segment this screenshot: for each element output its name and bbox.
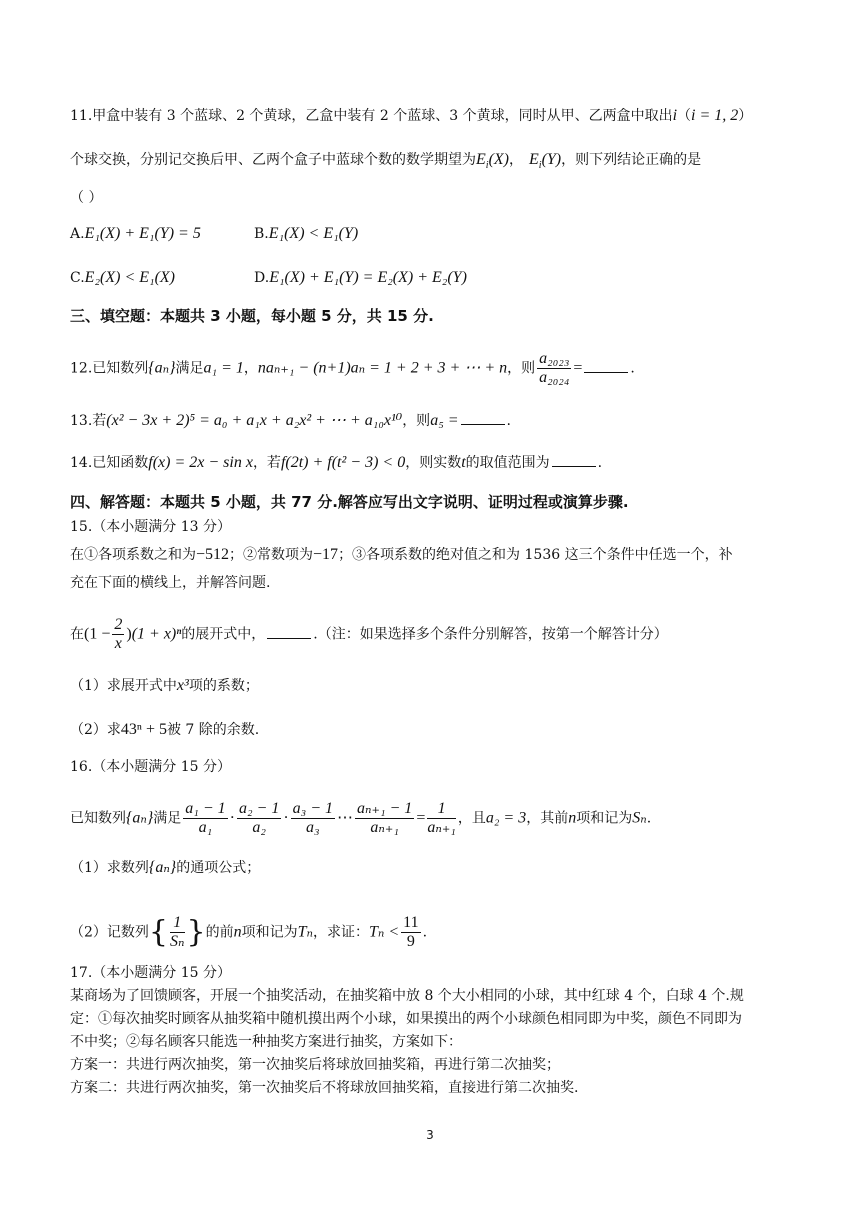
q16-frac-4-num: aₙ₊₁ − 1 (357, 800, 413, 817)
q11-options-row1 (70, 224, 359, 244)
q15-paren-close: ) (126, 625, 132, 643)
q16-text-d: ，其前 (526, 810, 569, 827)
q11-text3: ，则下列结论正确的是 (561, 152, 702, 168)
q16-p1-text2: 的通项公式； (176, 860, 261, 876)
q16-text-a: 已知数列 (70, 810, 126, 827)
q16-p2-den: Sₙ (170, 933, 185, 950)
option-c: E₂(X) < E₁(X) (84, 269, 175, 286)
q12-frac-num: a₂₀₂₃ (539, 350, 570, 367)
option-b-label: B. (254, 226, 269, 242)
q14-prefix: 14.已知函数 (70, 455, 149, 471)
q16-p2-n: n (233, 923, 242, 941)
q15-expr2: (1 + x)ⁿ (131, 625, 182, 643)
section4-heading: 四、解答题：本题共 5 小题，共 77 分.解答应写出文字说明、证明过程或演算步骤. (70, 493, 629, 511)
q12-cond1: a₁ = 1 (203, 359, 244, 377)
option-d: E₁(X) + E₁(Y) = E₂(X) + E₂(Y) (269, 269, 467, 286)
q16-frac-2 (237, 800, 281, 837)
q15-fraction (112, 616, 124, 653)
page-number: 3 (426, 1128, 434, 1142)
right-brace-icon: } (186, 914, 206, 950)
q16-frac-2-den: a₂ (252, 819, 266, 836)
q13-expression: (x² − 3x + 2)⁵ = a₀ + a₁x + a₂x² + ⋯ + a₁₀x¹⁰ (106, 412, 403, 429)
q16-p2-text3: 项和记为 (241, 924, 298, 941)
q15-p1-math: x³ (176, 677, 189, 694)
q16-s: Sₙ (632, 809, 647, 827)
q16-part2 (70, 914, 427, 951)
q16-p2-frac (170, 914, 184, 951)
q16-frac-3-den: a₃ (306, 819, 320, 836)
q16-p2-bound-den: 9 (406, 933, 415, 950)
q13-prefix: 13.若 (70, 413, 107, 429)
q14-text2: ，则实数 (405, 455, 462, 471)
q14-line (70, 452, 602, 473)
q15-frac-den: x (114, 635, 122, 652)
q15-line2: 充在下面的横线上，并解答问题. (70, 575, 271, 591)
q16-frac-1-num: a₁ − 1 (185, 800, 226, 817)
q14-answer-blank[interactable] (552, 452, 596, 467)
q15-title: 15.（本小题满分 13 分） (70, 519, 231, 535)
q16-frac-3 (291, 800, 335, 837)
q16-frac-1-den: a₁ (198, 819, 213, 836)
q13-answer-blank[interactable] (461, 410, 505, 425)
q16-p2-end: . (422, 924, 428, 941)
q14-end: . (597, 455, 603, 471)
q16-title: 16.（本小题满分 15 分） (70, 759, 231, 775)
q15-line3 (70, 616, 668, 653)
q16-p1-text: （1）求数列 (70, 860, 149, 876)
q13-line (70, 410, 511, 431)
q16-rhs-den: aₙ₊₁ (427, 819, 456, 836)
q15-value1: −512 (196, 546, 230, 563)
q11-answer-paren: （ ） (70, 190, 103, 206)
q12-frac-den: a₂₀₂₄ (539, 369, 570, 386)
option-a-label: A. (70, 226, 85, 242)
q17-line3: 不中奖；②每名顾客只能选一种抽奖方案进行抽奖，方案如下： (70, 1034, 462, 1050)
q11-text2: 个球交换，分别记交换后甲、乙两个盒子中蓝球个数的数学期望为 (70, 152, 476, 168)
q16-text-b: 满足 (153, 810, 182, 827)
option-d-label: D. (254, 270, 270, 286)
q17-line1: 某商场为了回馈顾客，开展一个抽奖活动，在抽奖箱中放 8 个大小相同的小球，其中红球 4 个，白球 4 个.规 (70, 988, 744, 1004)
q16-p2-text: （2）记数列 (70, 924, 149, 941)
q15-note: .（注：如果选择多个条件分别解答，按第一个解答计分） (313, 626, 668, 643)
q15-line1 (70, 545, 733, 565)
q16-n: n (568, 809, 577, 827)
q11-paren-close: ） (738, 108, 753, 124)
q15-text-in: 在 (70, 626, 84, 643)
q11-ey: E (529, 151, 539, 168)
q16-p2-text4: ，求证： (312, 924, 369, 941)
q11-line2: 个球交换，分别记交换后甲、乙两个盒子中蓝球个数的数学期望为$E_i(X)$， $E_i(Y)$，则下列结论正确的是 (70, 151, 702, 171)
q14-text3: 的取值范围为 (465, 455, 550, 471)
q12-seq: {aₙ} (148, 359, 176, 377)
q16-p2-text2: 的前 (205, 924, 234, 941)
q15-p1-text: （1）求展开式中 (70, 678, 177, 694)
q12-eq: = (573, 359, 583, 377)
q15-paren-open: (1 − (84, 625, 111, 643)
q16-rhs-frac (427, 800, 456, 837)
q16-part1 (70, 858, 260, 878)
q16-eq: = (416, 809, 426, 827)
q15-p2-text: （2）求 (70, 722, 121, 738)
q12-prefix: 12.已知数列 (70, 360, 149, 377)
q16-frac-4-den: aₙ₊₁ (370, 819, 399, 836)
q15-part2 (70, 720, 259, 740)
q16-cond: a₂ = 3 (485, 809, 527, 827)
q16-p1-seq: {aₙ} (148, 859, 177, 876)
q15-frac-num: 2 (114, 616, 123, 633)
q15-p2-text2: 被 7 除的余数. (166, 722, 260, 738)
q16-text-e: 项和记为 (576, 810, 633, 827)
q13-ask: a₅ = (430, 412, 459, 429)
left-brace-icon: { (148, 914, 169, 950)
q11-x: (X) (488, 151, 509, 168)
q16-ellipsis: ⋯ (337, 809, 354, 827)
q12-end: . (630, 360, 635, 377)
q15-text-expand: 的展开式中， (181, 626, 266, 643)
q16-dot-1: · (229, 809, 235, 827)
q16-p2-num: 1 (170, 914, 184, 933)
q15-value2: −17 (313, 546, 339, 563)
q16-frac-2-num: a₂ − 1 (238, 800, 280, 817)
q16-text-f: . (646, 810, 652, 827)
q16-p2-bound-num: 11 (403, 914, 419, 931)
q16-rhs-num: 1 (427, 800, 456, 819)
q15-text-b: ；②常数项为 (229, 547, 314, 563)
q11-paren-open: （ (677, 108, 692, 124)
q15-condition-blank[interactable] (267, 624, 311, 639)
q16-frac-1 (183, 800, 227, 837)
q16-p2-lhs: Tₙ < (368, 923, 400, 941)
q14-var: t (461, 454, 466, 471)
q13-end: . (506, 413, 511, 429)
q12-answer-blank[interactable] (584, 358, 628, 373)
q14-text1: ，若 (252, 455, 281, 471)
q15-p2-math: 43ⁿ + 5 (120, 721, 167, 738)
q12-comma: ， (243, 360, 258, 377)
q16-seq: {aₙ} (126, 809, 154, 827)
q12-line (70, 350, 635, 387)
q17-line2: 定：①每次抽奖时顾客从抽奖箱中随机摸出两个小球，如果摸出的两个小球颜色相同即为中奖，颜色不同即为 (70, 1011, 742, 1027)
q14-function: f(x) = 2x − sin x (148, 454, 253, 471)
q14-inequality: f(2t) + f(t² − 3) < 0 (280, 454, 406, 471)
q11-line1 (70, 106, 752, 126)
q15-text-c: ；③各项系数的绝对值之和为 1536 这三个条件中任选一个，补 (338, 547, 733, 563)
q16-p2-bound (401, 914, 420, 951)
q16-frac-3-num: a₃ − 1 (292, 800, 334, 817)
option-a: E₁(X) + E₁(Y) = 5 (84, 225, 201, 242)
q12-text2: ，则 (507, 360, 536, 377)
q15-p1-text2: 项的系数； (188, 678, 259, 694)
q17-title: 17.（本小题满分 15 分） (70, 965, 231, 981)
q11-text: 11.甲盒中装有 3 个蓝球、2 个黄球，乙盒中装有 2 个蓝球、3 个黄球，同时从甲、乙两盒中取出 (70, 108, 673, 124)
q11-y: (Y) (541, 151, 562, 168)
q16-frac-4 (355, 800, 414, 837)
q12-cond2: naₙ₊₁ − (n+1)aₙ = 1 + 2 + 3 + ⋯ + n (257, 359, 508, 377)
q16-dot-2: · (283, 809, 289, 827)
option-b: E₁(X) < E₁(Y) (268, 225, 359, 242)
q16-p2-t: Tₙ (297, 923, 313, 941)
q12-fraction (537, 350, 571, 387)
q15-part1 (70, 676, 259, 696)
q17-line4: 方案一：共进行两次抽奖，第一次抽奖后将球放回抽奖箱，再进行第二次抽奖； (70, 1057, 560, 1073)
q11-var-i: i (672, 107, 678, 124)
option-c-label: C. (70, 270, 85, 286)
q17-line5: 方案二：共进行两次抽奖，第一次抽奖后不将球放回抽奖箱，直接进行第二次抽奖. (70, 1080, 579, 1096)
q11-condition: i = 1, 2 (691, 107, 739, 124)
q15-text-a: 在①各项系数之和为 (70, 547, 196, 563)
q16-line1 (70, 800, 651, 837)
q11-ex: E (476, 151, 486, 168)
q16-text-c: ，且 (457, 810, 486, 827)
q12-text1: 满足 (175, 360, 204, 377)
q13-text: ，则 (402, 413, 431, 429)
q11-options-row2 (70, 268, 467, 288)
section3-heading: 三、填空题：本题共 3 小题，每小题 5 分，共 15 分. (70, 307, 434, 325)
